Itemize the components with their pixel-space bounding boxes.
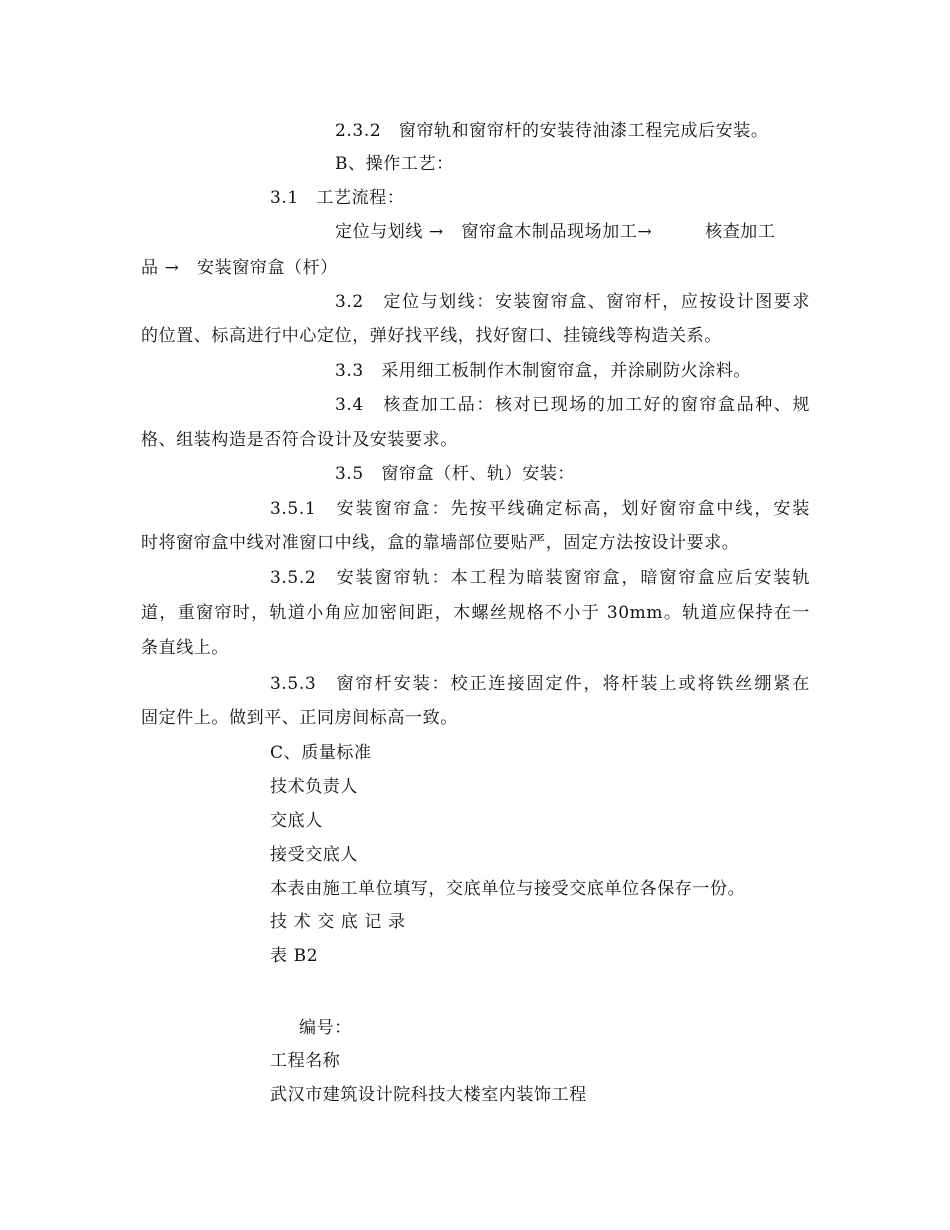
process-flow-line-1: 定位与划线 → 窗帘盒木制品现场加工→ 核查加工 bbox=[335, 222, 776, 242]
paragraph-3-5-1-line-1: 3.5.1 安装窗帘盒：先按平线确定标高，划好窗帘盒中线，安装 bbox=[270, 499, 810, 519]
paragraph-3-5-2-line-1: 3.5.2 安装窗帘轨：本工程为暗装窗帘盒，暗窗帘盒应后安装轨 bbox=[270, 568, 810, 588]
process-flow-line-2: 品 → 安装窗帘盒（杆） bbox=[141, 258, 338, 278]
section-heading-b: B、操作工艺： bbox=[335, 154, 454, 174]
paragraph-3-2-line-1: 3.2 定位与划线：安装窗帘盒、窗帘杆，应按设计图要求 bbox=[335, 292, 810, 312]
text-line-2-3-2: 2.3.2 窗帘轨和窗帘杆的安装待油漆工程完成后安装。 bbox=[335, 121, 769, 141]
heading-3-5: 3.5 窗帘盒（杆、轨）安装： bbox=[335, 464, 576, 484]
paragraph-3-5-3-line-2: 固定件上。做到平、正同房间标高一致。 bbox=[141, 708, 458, 728]
paragraph-3-5-3-line-1: 3.5.3 窗帘杆安装：校正连接固定件，将杆装上或将铁丝绷紧在 bbox=[270, 674, 810, 694]
label-recipient: 接受交底人 bbox=[270, 845, 358, 865]
form-title: 技 术 交 底 记 录 bbox=[270, 912, 406, 932]
paragraph-3-5-2-line-3: 条直线上。 bbox=[141, 638, 229, 658]
paragraph-3-4-line-1: 3.4 核查加工品：核对已现场的加工好的窗帘盒品种、规 bbox=[335, 395, 810, 415]
paragraph-3-3: 3.3 采用细工板制作木制窗帘盒，并涂刷防火涂料。 bbox=[335, 361, 752, 381]
form-note: 本表由施工单位填写，交底单位与接受交底单位各保存一份。 bbox=[270, 879, 746, 899]
project-name-value: 武汉市建筑设计院科技大楼室内装饰工程 bbox=[270, 1085, 587, 1105]
paragraph-3-2-line-2: 的位置、标高进行中心定位，弹好找平线，找好窗口、挂镜线等构造关系。 bbox=[141, 326, 722, 346]
paragraph-3-5-2-line-2: 道，重窗帘时，轨道小角应加密间距，木螺丝规格不小于 30mm。轨道应保持在一 bbox=[141, 603, 810, 623]
label-number: 编号： bbox=[299, 1018, 352, 1038]
heading-3-1: 3.1 工艺流程： bbox=[270, 188, 405, 208]
section-heading-c: C、质量标准 bbox=[270, 743, 372, 763]
label-technical-lead: 技术负责人 bbox=[270, 777, 358, 797]
form-code: 表 B2 bbox=[270, 946, 319, 966]
paragraph-3-4-line-2: 格、组装构造是否符合设计及安装要求。 bbox=[141, 430, 458, 450]
label-briefer: 交底人 bbox=[270, 811, 323, 831]
label-project-name: 工程名称 bbox=[270, 1051, 341, 1071]
paragraph-3-5-1-line-2: 时将窗帘盒中线对准窗口中线，盒的靠墙部位要贴严，固定方法按设计要求。 bbox=[141, 533, 740, 553]
